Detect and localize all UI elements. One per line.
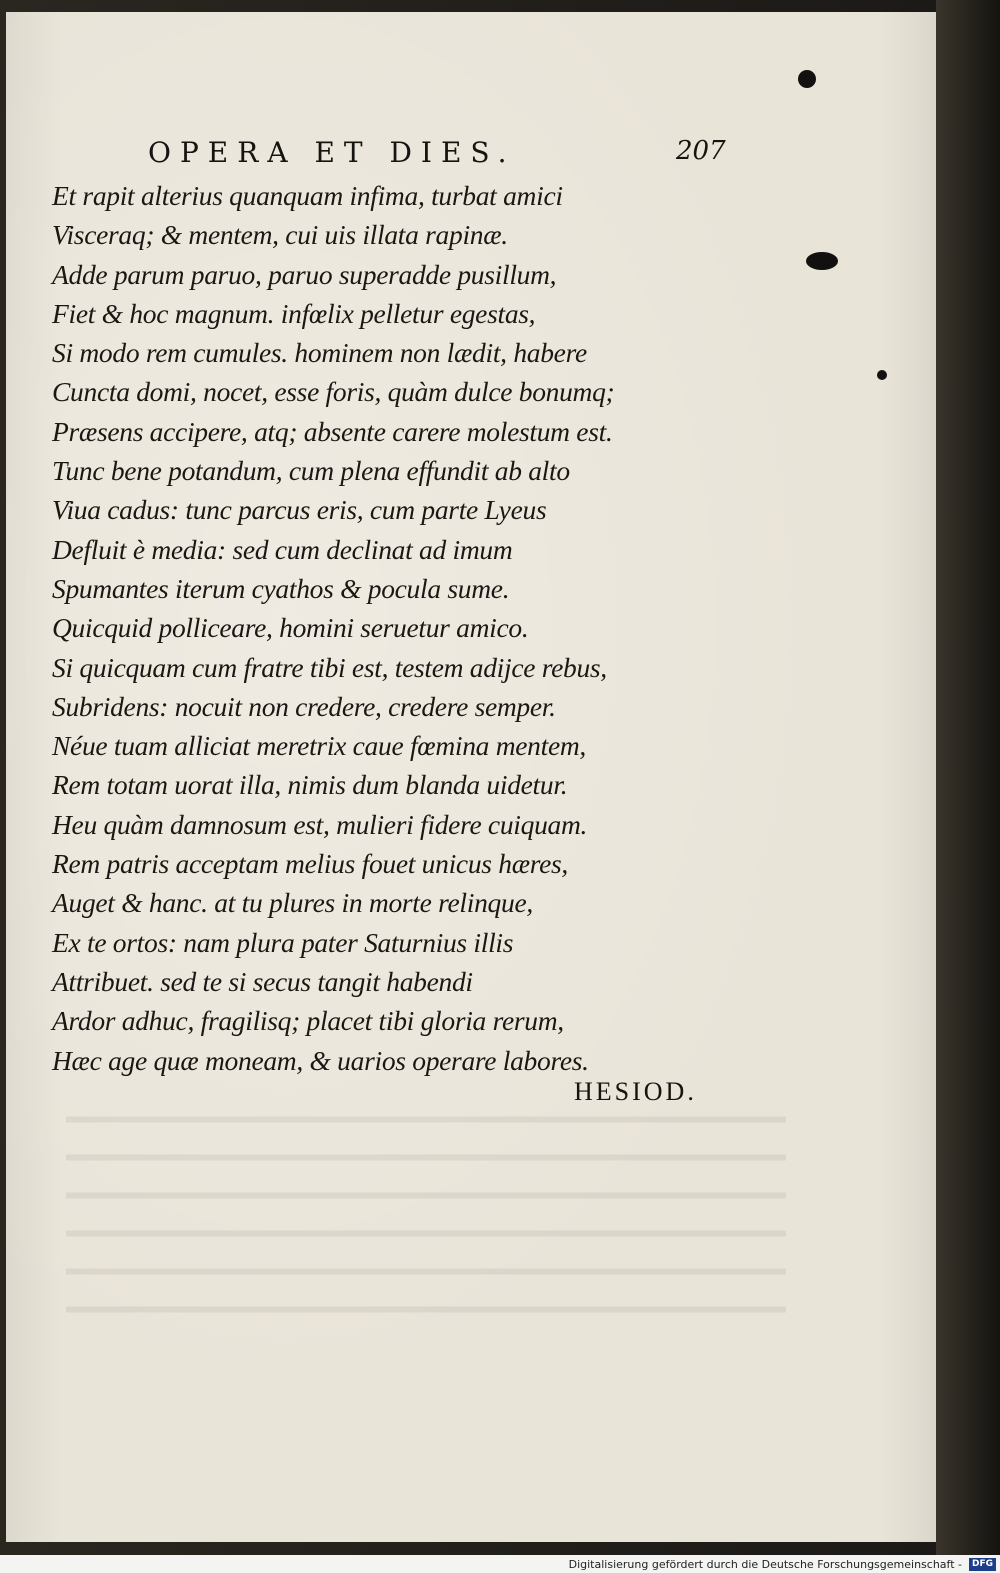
verse-line: Spumantes iterum cyathos & pocula sume. (52, 572, 510, 604)
verse-line: Et rapit alterius quanquam infima, turbat amici (52, 180, 563, 211)
verse-line: Rem patris acceptam melius fouet unicus hæres, (52, 848, 569, 880)
verse-line: Cuncta domi, nocet, esse foris, quàm dulce bonumq; (52, 376, 615, 408)
verse-line: Heu quàm damnosum est, mulieri fidere cuiquam. (52, 808, 588, 840)
verse-line: Defluit è media: sed cum declinat ad imum (52, 533, 513, 565)
verse-line: Præsens accipere, atq; absente carere molestum est. (52, 415, 613, 447)
verse-block (52, 176, 692, 1080)
show-through-text (66, 1092, 786, 1332)
ink-spot (877, 370, 887, 380)
verse-line: Tunc bene potandum, cum plena effundit ab alto (52, 455, 570, 487)
running-head: OPERA ET DIES. (148, 136, 516, 169)
verse-line: Auget & hanc. at tu plures in morte relinque, (52, 887, 533, 919)
footer-credit: Digitalisierung gefördert durch die Deutsche Forschungsgemeinschaft - (568, 1558, 962, 1571)
verse-line: Visceraq; & mentem, cui uis illata rapinæ. (52, 219, 508, 251)
verse-line: Rem totam uorat illa, nimis dum blanda uidetur. (52, 769, 568, 801)
ink-spot (806, 252, 838, 270)
verse-line: Quicquid polliceare, homini seruetur amico. (52, 612, 529, 644)
scan-edge (936, 0, 1000, 1573)
verse-line: Viua cadus: tunc parcus eris, cum parte Lyeus (52, 494, 547, 526)
verse-line: Adde parum paruo, paruo superadde pusillum, (52, 258, 557, 290)
verse-line: Néue tuam alliciat meretrix caue fœmina mentem, (52, 730, 586, 762)
verse-line: Si modo rem cumules. hominem non lædit, habere (52, 337, 587, 369)
verse-line: Attribuet. sed te si secus tangit habendi (52, 965, 473, 997)
ink-spot (798, 70, 816, 88)
verse-line: Hæc age quæ moneam, & uarios operare labores. (52, 1044, 589, 1076)
verse-line: Ardor adhuc, fragilisq; placet tibi gloria rerum, (52, 1005, 564, 1037)
footer-bar (0, 1555, 1000, 1573)
dfg-logo: DFG (969, 1558, 996, 1571)
catchword: HESIOD. (574, 1077, 697, 1106)
verse-line: Ex te ortos: nam plura pater Saturnius illis (52, 926, 514, 958)
page-number: 207 (676, 136, 726, 166)
verse-line: Fiet & hoc magnum. infœlix pelletur egestas, (52, 297, 536, 329)
verse-line: Si quicquam cum fratre tibi est, testem adijce rebus, (52, 651, 607, 683)
verse-line: Subridens: nocuit non credere, credere semper. (52, 690, 556, 722)
